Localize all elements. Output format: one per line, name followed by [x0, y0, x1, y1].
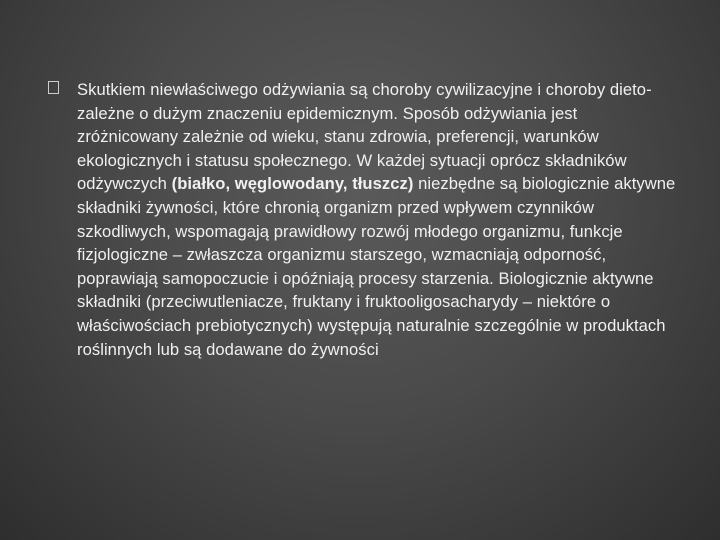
bullet-text — [77, 78, 678, 361]
bullet-item — [48, 78, 678, 361]
bullet-marker-icon — [48, 81, 59, 94]
bullet-text-part2: niezbędne są biologicznie aktywne składniki żywności, które chronią organizm przed wpływem czynników szkodliwych, wspomagają prawidłowy rozwój młodego organizmu, funkcje fizjologiczne – zwłaszcza organizmu starszego, wzmacniają odporność, poprawiają samopoczucie i opóźniają procesy starzenia. Biologicznie aktywne składniki (przeciwutleniacze, fruktany i fruktooligosacharydy – niektóre o właściwościach prebiotycznych) występują naturalnie szczególnie w produktach roślinnych lub są dodawane do żywności — [77, 174, 676, 359]
bullet-text-part1: Skutkiem niewłaściwego odżywiania są choroby cywilizacyjne i choroby dieto-zależne o dużym znaczeniu epidemicznym. Sposób odżywiania jest zróżnicowany zależnie od wieku, stanu zdrowia, preferencji, warunków ekologicznych i statusu społecznego. W każdej sytuacji oprócz składników odżywczych — [77, 80, 652, 194]
bullet-text-bold: (białko, węglowodany, tłuszcz) — [171, 174, 414, 194]
